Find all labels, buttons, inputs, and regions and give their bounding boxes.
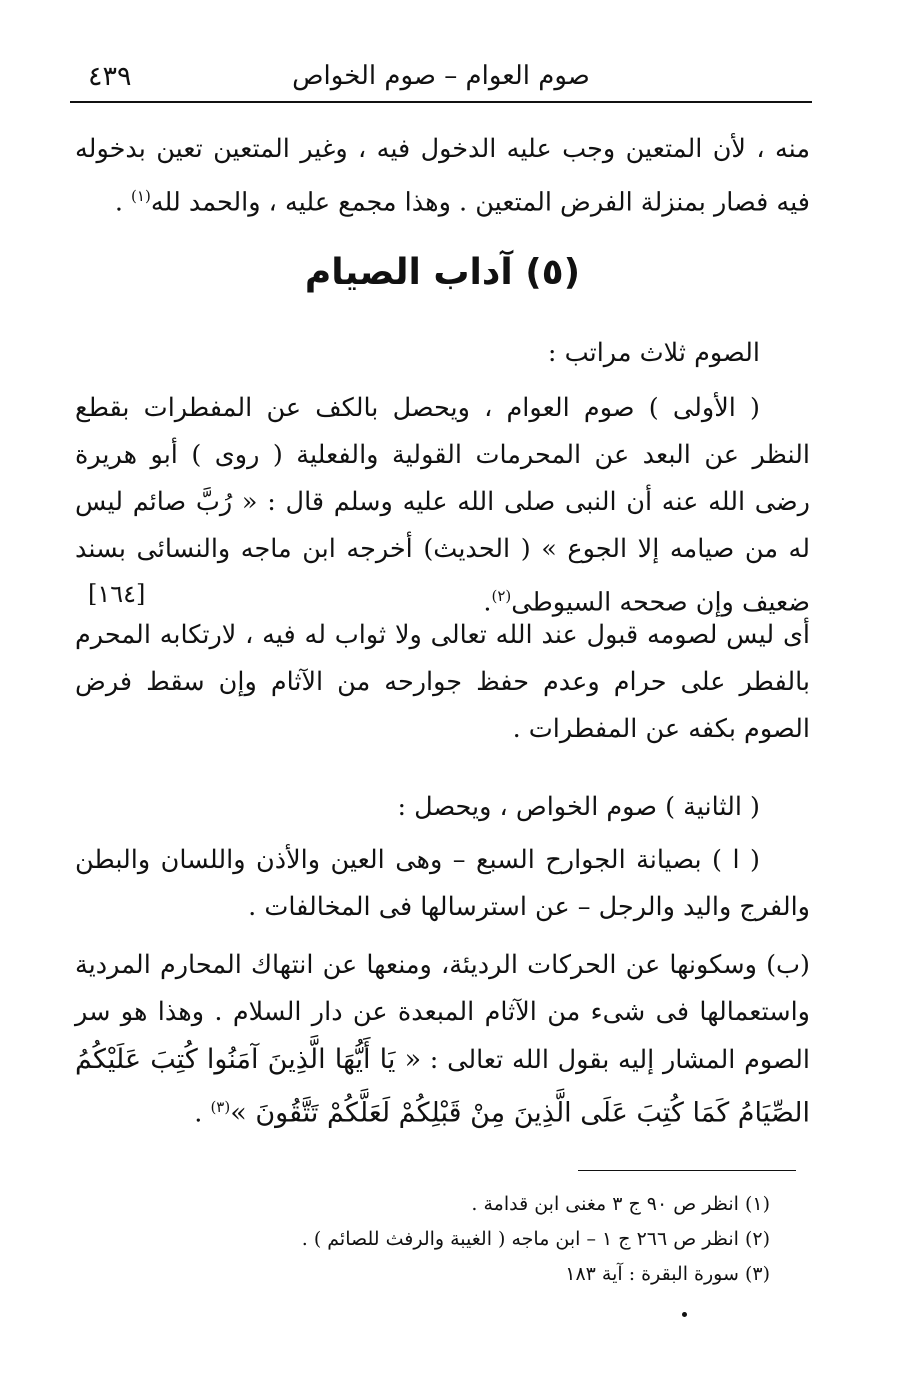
first-rank-paragraph [75, 385, 810, 627]
page-header [70, 55, 812, 100]
meaning-paragraph: أى ليس لصومه قبول عند الله تعالى ولا ثواب له فيه ، لارتكابه المحرم بالفطر على حرام وعدم حفظ جوارحه من الآثام وإن سقط فرض الصوم بكفه عن المفطرات . [75, 620, 810, 744]
footnote-2: (٢) انظر ص ٢٦٦ ج ١ – ابن ماجه ( الغيبة والرفث للصائم ) . [301, 1228, 770, 1250]
intro-text: منه ، لأن المتعين وجب عليه الدخول فيه ، وغير المتعين تعين بدخوله فيه فصار بمنزلة الفرض المتعين . وهذا مجمع عليه ، والحمد لله [75, 134, 810, 218]
point-a-paragraph: ( ا ) بصيانة الجوارح السبع – وهى العين والأذن واللسان والبطن والفرج واليد والرجل – عن استرسالها فى المخالفات . [75, 845, 810, 922]
header-divider [70, 101, 812, 103]
point-b-paragraph [75, 942, 810, 1138]
page-number: ٤٣٩ [88, 61, 132, 92]
point-b-end: . [194, 1098, 211, 1129]
footnote-ref-3[interactable]: (٣) [210, 1098, 231, 1116]
second-rank-line: ( الثانية ) صوم الخواص ، ويحصل : [397, 792, 760, 822]
intro-paragraph [75, 126, 810, 227]
ranks-line: الصوم ثلاث مراتب : [547, 338, 760, 368]
section-marker: [١٦٤] [88, 580, 146, 608]
point-b-text: (ب) وسكونها عن الحركات الرديئة، ومنعها عن انتهاك المحارم المردية واستعمالها فى شىء من الآثام المبعدة عن دار السلام . وهذا هو سر الصوم المشار إليه بقول الله تعالى : [75, 950, 810, 1075]
first-rank-text: ( الأولى ) صوم العوام ، ويحصل بالكف عن المفطرات بقطع النظر عن البعد عن المحرمات القولية والفعلية ( روى ) أبو هريرة رضى الله عنه أن النبى صلى الله عليه وسلم قال : « رُبَّ صائم ليس له من صيامه إلا الجوع » ( الحديث) أخرجه ابن ماجه والنسائى بسند ضعيف وإن صححه السيوطى [75, 393, 810, 618]
intro-end: . [114, 187, 132, 218]
print-speck [682, 1312, 687, 1317]
footnote-3: (٣) سورة البقرة : آية ١٨٣ [565, 1263, 770, 1285]
footnote-1: (١) انظر ص ٩٠ ج ٣ مغنى ابن قدامة . [471, 1193, 770, 1215]
footnote-divider [578, 1170, 796, 1171]
running-title: صوم العوام – صوم الخواص [292, 61, 590, 91]
footnotes-list [150, 1187, 770, 1292]
section-title: (٥) آداب الصيام [304, 252, 581, 293]
first-rank-end: . [483, 587, 492, 618]
footnote-ref-2[interactable]: (٢) [491, 587, 512, 605]
quran-verse: « يَا أَيُّهَا الَّذِينَ آمَنُوا كُتِبَ عَلَيْكُمُ الصِّيَامُ كَمَا كُتِبَ عَلَى الَّذِينَ مِنْ قَبْلِكُمْ لَعَلَّكُمْ تَتَّقُونَ » [75, 1044, 810, 1129]
footnote-ref-1[interactable]: (١) [131, 187, 151, 205]
